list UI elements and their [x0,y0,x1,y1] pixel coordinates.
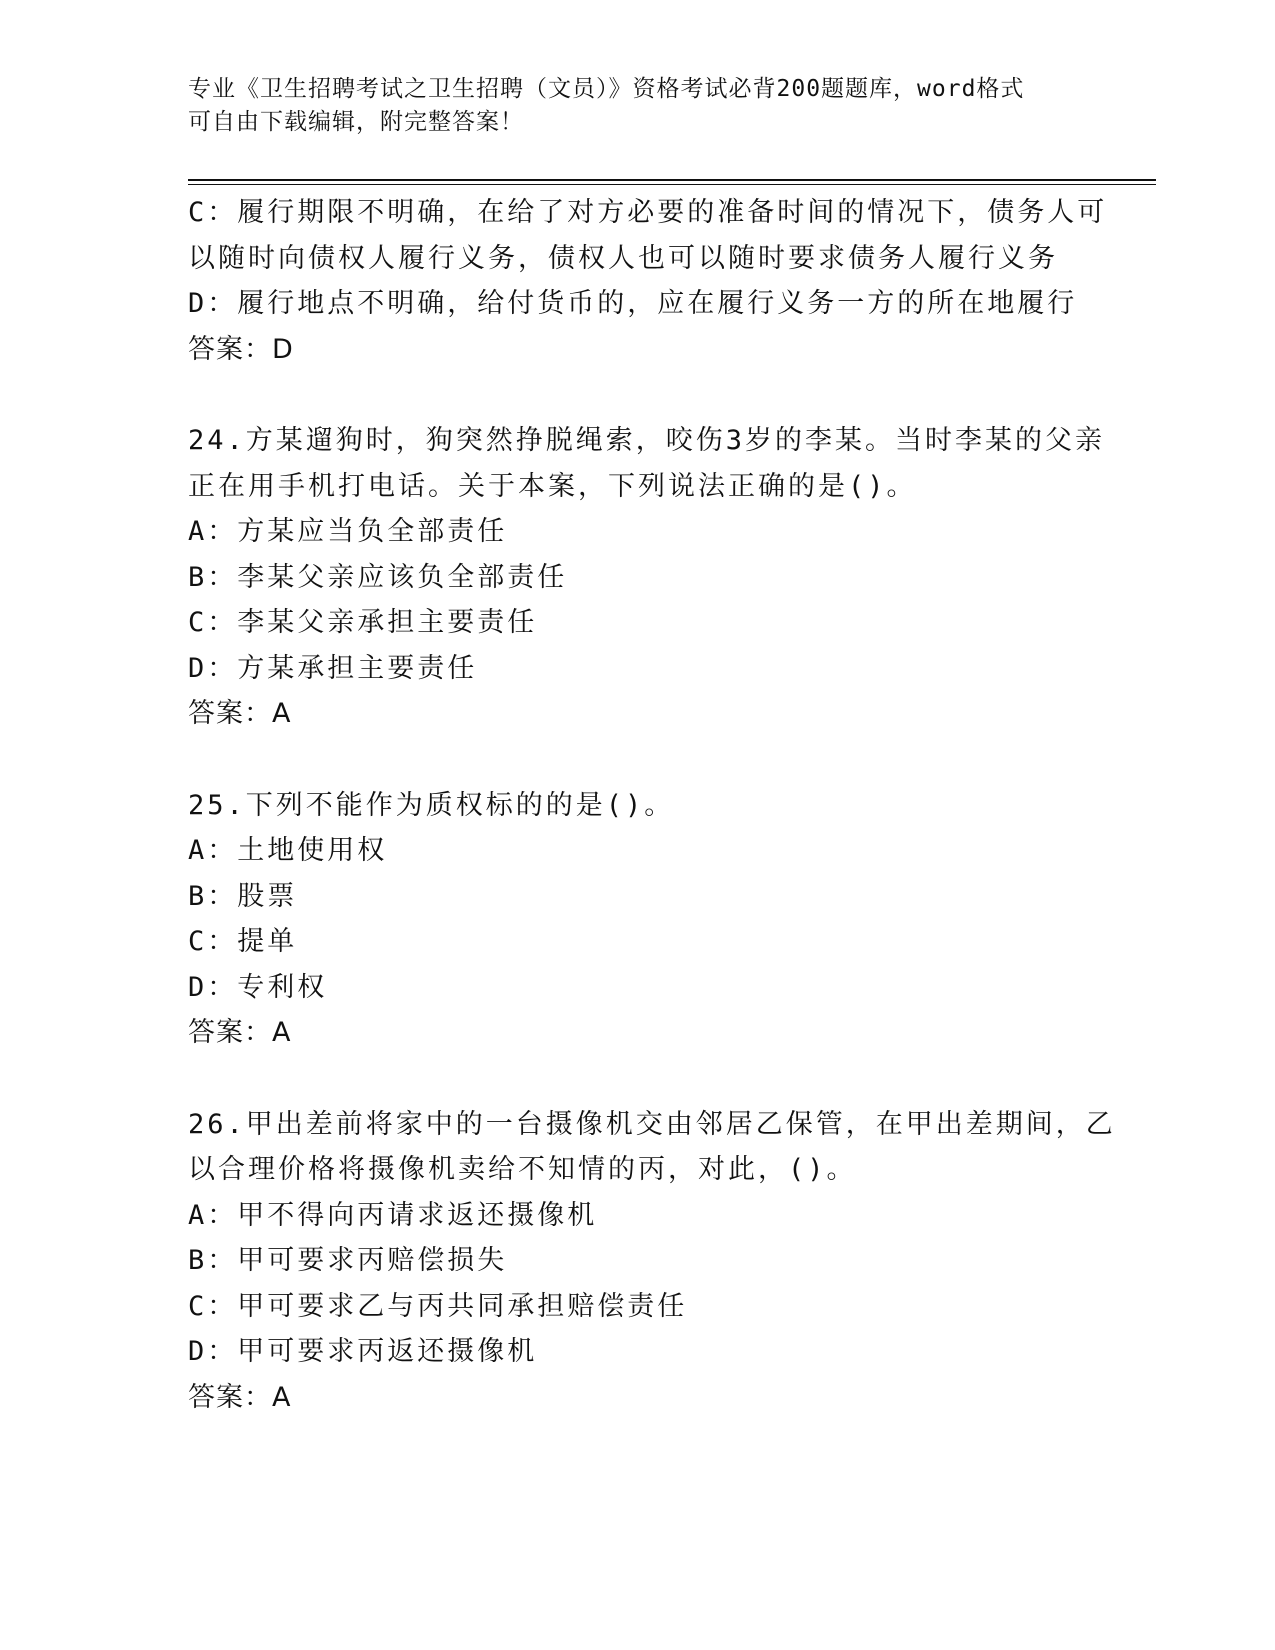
answer: 答案：A [188,698,292,729]
spacer [188,372,1088,418]
option-c: C：李某父亲承担主要责任 [188,607,538,638]
header-line-2: 可自由下载编辑，附完整答案！ [188,109,524,135]
option-b: B：股票 [188,880,298,912]
header-line-1: 专业《卫生招聘考试之卫生招聘（文员）》资格考试必背200题题库，word格式 [188,76,1025,102]
option-b: B：甲可要求丙赔偿损失 [188,1245,508,1276]
question-24 [188,418,1106,737]
answer: 答案：A [188,1381,292,1413]
question-stem-line-1: 26.甲出差前将家中的一台摄像机交由邻居乙保管，在甲出差期间，乙 [188,1108,1116,1140]
continued-question [188,190,1108,372]
question-stem-line-1: 24.方某遛狗时，狗突然挣脱绳索，咬伤3岁的李某。当时李某的父亲 [188,425,1106,456]
document-body [188,190,1116,1420]
document-header [188,73,1088,139]
option-a: A：方某应当负全部责任 [188,516,508,547]
option-c: C：提单 [188,926,298,957]
answer: 答案：A [188,1017,292,1048]
option-c-line-1: C：履行期限不明确，在给了对方必要的准备时间的情况下，债务人可 [188,197,1108,228]
option-d: D：方某承担主要责任 [188,652,478,684]
question-25 [188,783,1088,1056]
option-b: B：李某父亲应该负全部责任 [188,561,568,593]
header-divider-thin [188,184,1156,185]
option-a: A：土地使用权 [188,835,388,866]
spacer [188,737,1088,783]
option-d: D：专利权 [188,971,328,1003]
header-divider [188,179,1156,181]
question-26 [188,1102,1116,1421]
spacer [188,1056,1088,1102]
option-a: A：甲不得向丙请求返还摄像机 [188,1199,598,1231]
option-c-line-2: 以随时向债权人履行义务，债权人也可以随时要求债务人履行义务 [188,242,1058,274]
option-d: D：履行地点不明确，给付货币的，应在履行义务一方的所在地履行 [188,288,1078,319]
option-c: C：甲可要求乙与丙共同承担赔偿责任 [188,1290,688,1322]
question-stem-line-2: 正在用手机打电话。关于本案，下列说法正确的是()。 [188,470,917,502]
question-stem-line-2: 以合理价格将摄像机卖给不知情的丙，对此，()。 [188,1154,857,1185]
question-stem-line-1: 25.下列不能作为质权标的的是()。 [188,789,675,821]
answer: 答案：D [188,333,294,365]
option-d: D：甲可要求丙返还摄像机 [188,1336,538,1367]
